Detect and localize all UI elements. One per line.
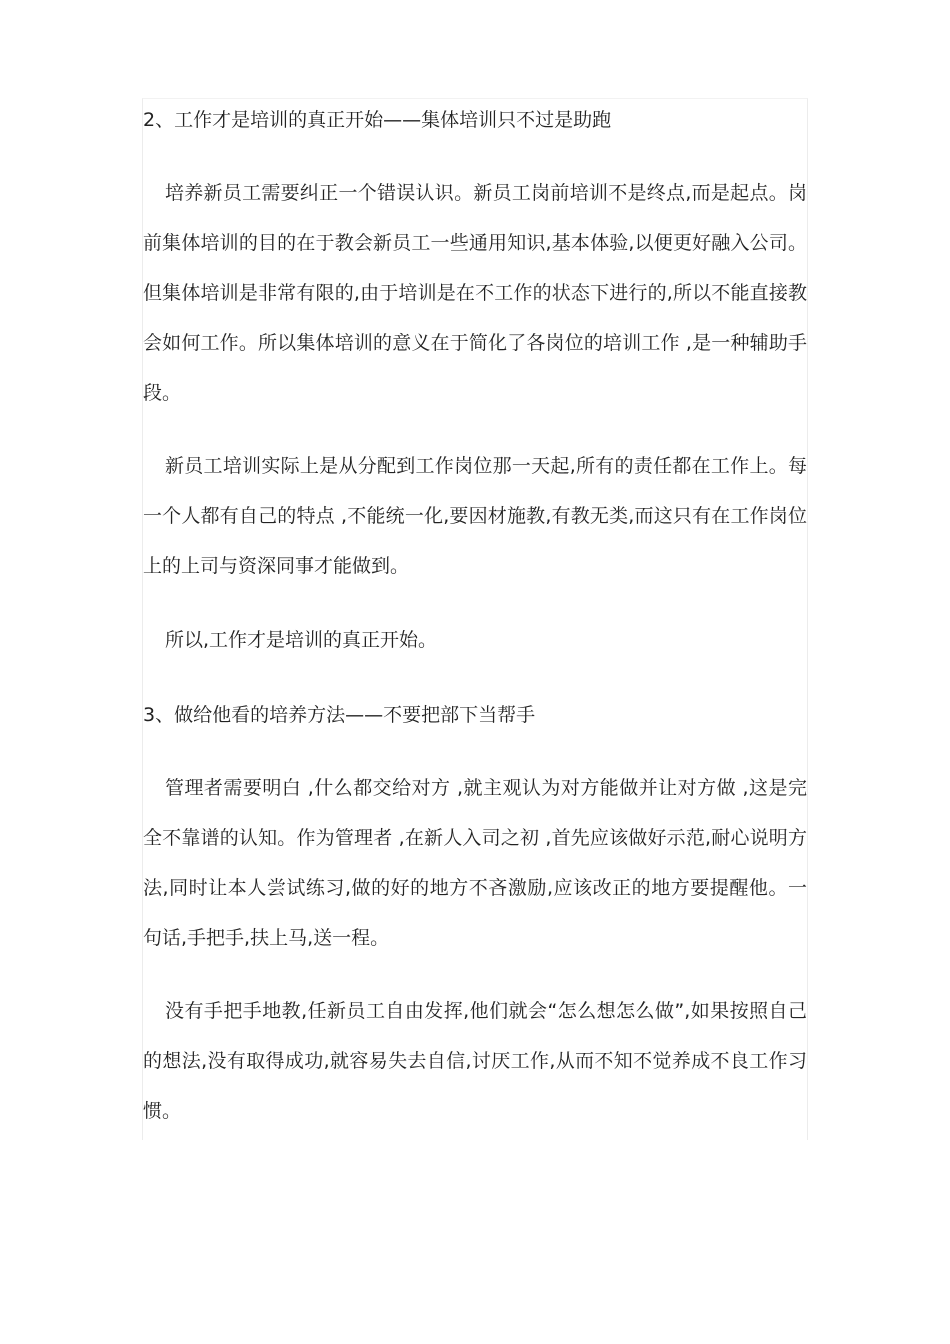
paragraph: 管理者需要明白 ,什么都交给对方 ,就主观认为对方能做并让对方做 ,这是完全不靠谱的认知。作为管理者 ,在新人入司之初 ,首先应该做好示范,耐心说明方法,同时让本人尝试练习,做的好的地方不吝激励,应该改正的地方要提醒他。一句话,手把手,扶上马,送一程。 — [143, 777, 807, 949]
paragraph: 培养新员工需要纠正一个错误认识。新员工岗前培训不是终点,而是起点。岗前集体培训的目的在于教会新员工一些通用知识,基本体验,以便更好融入公司。但集体培训是非常有限的,由于培训是在不工作的状态下进行的,所以不能直接教会如何工作。所以集体培训的意义在于简化了各岗位的培训工作 ,是一种辅助手段。 — [143, 182, 807, 404]
section-heading-3: 3、做给他看的培养方法——不要把部下当帮手 — [143, 704, 536, 726]
paragraph: 新员工培训实际上是从分配到工作岗位那一天起,所有的责任都在工作上。每一个人都有自己的特点 ,不能统一化,要因材施教,有教无类,而这只有在工作岗位上的上司与资深同事才能做到。 — [143, 455, 807, 577]
paragraph: 所以,工作才是培训的真正开始。 — [165, 629, 438, 651]
section-heading-2: 2、工作才是培训的真正开始——集体培训只不过是助跑 — [143, 109, 612, 131]
paragraph: 没有手把手地教,任新员工自由发挥,他们就会“怎么想怎么做”,如果按照自己的想法,没有取得成功,就容易失去自信,讨厌工作,从而不知不觉养成不良工作习惯。 — [143, 1000, 807, 1122]
